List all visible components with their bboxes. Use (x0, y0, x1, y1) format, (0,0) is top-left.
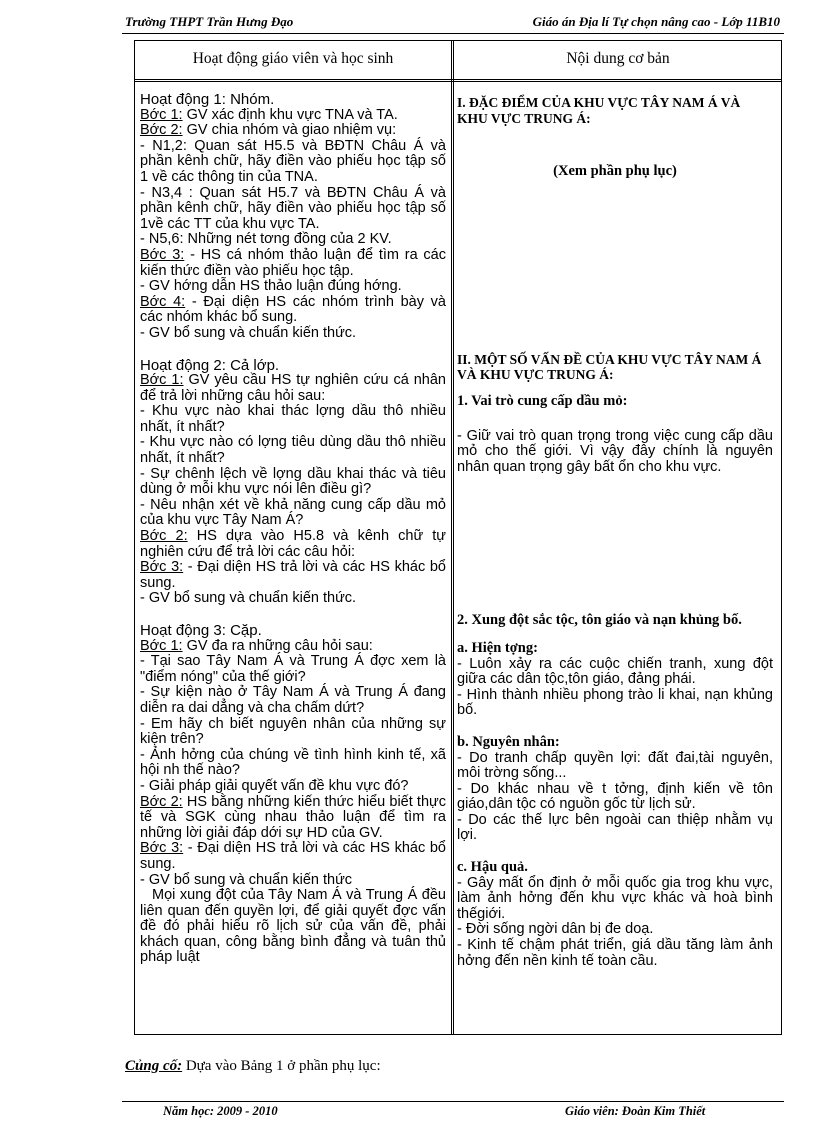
step: Bớc 1: GV đa ra những câu hỏi sau: (140, 637, 373, 654)
appendix-note: (Xem phần phụ lục) (553, 163, 677, 180)
activity-1-title: Hoạt động 1: Nhóm. (140, 91, 275, 108)
task: - GV bổ sung và chuẩn kiến thức. (140, 590, 357, 607)
activity-2-title: Hoạt động 2: Cả lớp. (140, 356, 280, 374)
step: Bớc 3: - Đại diện HS trả lời và các HS khác bổ sung. (140, 559, 446, 591)
list-item: - Gây mất ổn định ở mỗi quốc gia trog khu vực, làm ảnh hởng đến khu vực khác và hoà bình thếgiới. (457, 874, 773, 922)
footer-rule (122, 1101, 784, 1102)
list-item: - Kinh tế chậm phát triển, giá dầu tăng làm ảnh hởng đến nền kinh tế toàn cầu. (457, 937, 773, 969)
step: Bớc 1: GV yêu cầu HS tự nghiên cứu cá nhân để trả lời những câu hỏi sau: (140, 372, 446, 404)
header-school: Trường THPT Trần Hưng Đạo (125, 14, 294, 29)
question: - Giải pháp giải quyết vấn đề khu vực đó? (140, 777, 409, 794)
list-item: - Đời sống ngời dân bị đe doạ. (457, 921, 654, 938)
conclusion-note: Mọi xung đột của Tây Nam Á và Trung Á đều liên quan đến quyền lợi, để giải quyết đợc vấn đề đó phải hiểu rõ lịch sử của vấn đề, phải khách quan, công bằng bình đẳng và tuân thủ pháp luật (140, 887, 446, 966)
list-item: - Hình thành nhiều phong trào li khai, nạn khủng bố. (457, 686, 773, 719)
task: - GV bổ sung và chuẩn kiến thức (140, 871, 353, 888)
header-subject: Giáo án Địa lí Tự chọn nâng cao - Lớp 11B10 (532, 14, 780, 29)
question: - Tại sao Tây Nam Á và Trung Á đợc xem là "điểm nóng" của thế giới? (140, 653, 446, 685)
list-item: - Do khác nhau về t tởng, định kiến về tôn giáo,dân tộc có nguồn gốc từ lịch sử. (457, 780, 773, 813)
step: Bớc 2: HS bằng những kiến thức hiểu biết thực tế và SGK cùng nhau thảo luận để tìm ra những lời giải đáp dới sự HD của GV. (140, 793, 446, 841)
page-header (125, 14, 780, 30)
task: - N5,6: Những nét tơng đồng của 2 KV. (140, 231, 392, 248)
question: - Khu vực nào có lợng tiêu dùng dầu thô nhiều nhất, ít nhất? (140, 434, 446, 467)
task: - GV hớng dẫn HS thảo luận đúng hớng. (140, 278, 402, 295)
section-2-title: II. MỘT SỐ VẤN ĐỀ CỦA KHU VỰC TÂY NAM Á VÀ KHU VỰC TRUNG Á: (457, 351, 762, 383)
question: - Em hãy ch biết nguyên nhân của những sự kiện trên? (140, 715, 446, 748)
step: Bớc 3: - HS cá nhóm thảo luận để tìm ra các kiến thức điền vào phiếu học tập. (140, 246, 446, 279)
step: Bớc 4: - Đại diện HS các nhóm trình bày và các nhóm khác bổ sung. (140, 293, 446, 326)
list-item: - Luôn xảy ra các cuộc chiến tranh, xung đột giữa các dân tộc,tôn giáo, đảng phái. (457, 655, 773, 688)
step: Bớc 2: GV chia nhóm và giao nhiệm vụ: (140, 122, 397, 139)
step: Bớc 2: HS dựa vào H5.8 và kênh chữ tự nghiên cứu để trả lời các câu hỏi: (140, 528, 446, 560)
subsection-1-text: - Giữ vai trò quan trọng trong việc cung cấp dầu mỏ cho thế giới. Vì vậy đây chính là nguyên nhân quan trọng gây bất ổn cho khu vực. (457, 427, 773, 475)
list-item: - Do tranh chấp quyền lợi: đất đai,tài nguyên, môi trờng sống... (457, 749, 773, 782)
content-column (457, 92, 773, 969)
step: Bớc 3: - Đại diện HS trả lời và các HS khác bổ sung. (140, 840, 446, 872)
column-divider (451, 41, 454, 1034)
question: - Sự kiện nào ở Tây Nam Á và Trung Á đang diễn ra dai dẳng và cha chấm dứt? (140, 684, 446, 716)
footer-year: Năm học: 2009 - 2010 (163, 1104, 278, 1118)
question: - Ảnh hởng của chúng về tình hình kinh tế, xã hội nh thế nào? (140, 746, 446, 779)
step: Bớc 1: GV xác định khu vực TNA và TA. (140, 106, 398, 123)
list-item: - Do các thế lực bên ngoài can thiệp nhằm vụ lợi. (457, 811, 773, 844)
consolidation: Củng cố: Dựa vào Bảng 1 ở phần phụ lục: (125, 1058, 381, 1074)
cause-title: b. Nguyên nhân: (457, 733, 560, 750)
consequence-title: c. Hậu quả. (457, 859, 528, 876)
section-1-title: I. ĐẶC ĐIỂM CỦA KHU VỰC TÂY NAM Á VÀ KHU VỰC TRUNG Á: (457, 95, 741, 126)
question: - Khu vực nào khai thác lợng dầu thô nhiều nhất, ít nhất? (140, 403, 446, 435)
activity-3-title: Hoạt động 3: Cặp. (140, 622, 262, 639)
task: - N1,2: Quan sát H5.5 và BĐTN Châu Á và phần kênh chữ, hãy điền vào phiếu học tập số 1 về các thông tin của TNA. (140, 137, 446, 185)
question: - Nêu nhận xét về khả năng cung cấp dầu mỏ của khu vực Tây Nam Á? (140, 496, 446, 529)
subsection-2-title: 2. Xung đột sắc tộc, tôn giáo và nạn khủng bố. (457, 612, 742, 629)
subsection-1-title: 1. Vai trò cung cấp dầu mỏ: (457, 392, 628, 409)
col-left-header: Hoạt động giáo viên và học sinh (192, 50, 394, 67)
header-divider (135, 79, 781, 82)
header-rule (122, 33, 784, 34)
task: - GV bổ sung và chuẩn kiến thức. (140, 324, 357, 341)
col-right-header: Nội dung cơ bản (566, 50, 670, 67)
teacher-student-column (140, 92, 446, 966)
footer-teacher: Giáo viên: Đoàn Kim Thiết (565, 1104, 706, 1118)
phenomenon-title: a. Hiện tợng: (457, 639, 538, 656)
question: - Sự chênh lệch về lợng dầu khai thác và tiêu dùng ở mỗi khu vực nói lên điều gì? (140, 465, 446, 498)
task: - N3,4 : Quan sát H5.7 và BĐTN Châu Á và phần kênh chữ, hãy điền vào phiếu học tập số 1về các TT của khu vực TA. (140, 184, 446, 232)
